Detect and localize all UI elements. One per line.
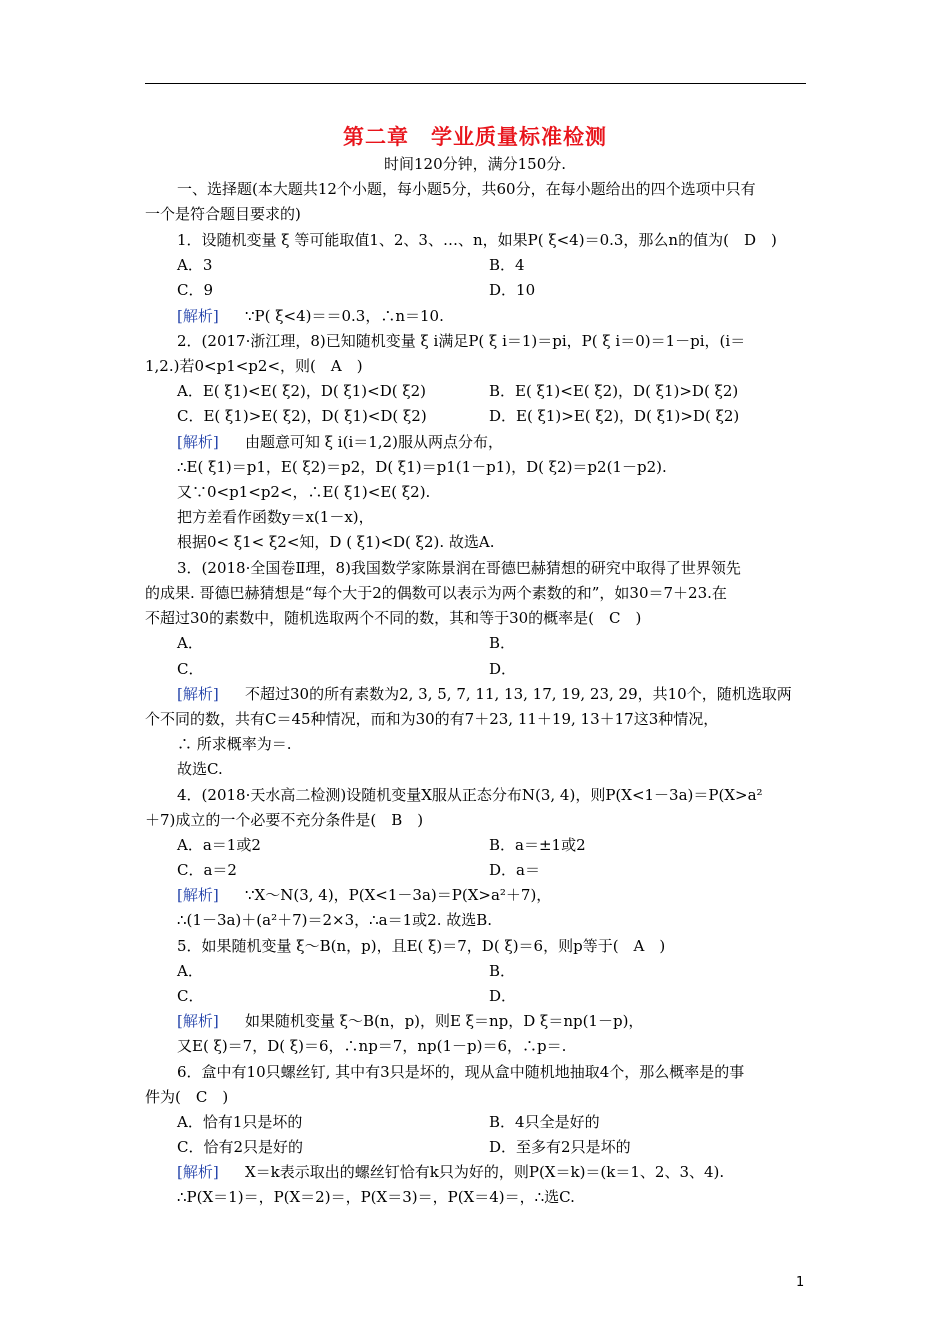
section-intro-line2: 一个是符合题目要求的)	[145, 205, 301, 223]
q1-option-a: A．3	[177, 256, 213, 274]
q4-analysis-line2: ∴(1－3a)＋(a²＋7)＝2×3，∴a＝1或2. 故选B.	[177, 911, 493, 929]
q6-stem-line2: 件为( C )	[145, 1088, 229, 1106]
q1-option-b: B．4	[489, 256, 525, 274]
q4-option-d: D．a＝	[489, 861, 540, 879]
q3-stem-line2: 的成果. 哥德巴赫猜想是“每个大于2的偶数可以表示为两个素数的和”，如30＝7＋23.在	[145, 584, 727, 602]
q5-analysis-line2: 又E( ξ)＝7，D( ξ)＝6，∴np＝7，np(1－p)＝6，∴p＝.	[177, 1037, 567, 1055]
q5-option-a: A．	[177, 962, 203, 980]
q6-option-d: D．至多有2只是坏的	[489, 1138, 631, 1156]
q3-option-d: D．	[489, 660, 517, 678]
q1-option-c: C．9	[177, 281, 214, 299]
q4-analysis-tag: [解析]	[177, 886, 219, 904]
page-subtitle: 时间120分钟，满分150分.	[383, 155, 567, 173]
section-intro-line1: 一、选择题(本大题共12个小题，每小题5分，共60分，在每小题给出的四个选项中只有	[177, 180, 756, 198]
q1-option-d: D．10	[489, 281, 536, 299]
q2-analysis-tag: [解析]	[177, 433, 219, 451]
q4-option-c: C．a＝2	[177, 861, 237, 879]
q5-option-b: B．	[489, 962, 516, 980]
q5-stem: 5．如果随机变量 ξ～B(n，p)，且E( ξ)＝7，D( ξ)＝6，则p等于( A )	[177, 937, 666, 955]
page-title: 第二章 学业质量标准检测	[343, 125, 607, 149]
q2-analysis: 由题意可知 ξ i(i＝1,2)服从两点分布，	[245, 433, 503, 451]
q2-stem-line2: 1,2.)若0<p1<p2<，则( A )	[145, 357, 363, 375]
q6-option-c: C．恰有2只是好的	[177, 1138, 304, 1156]
q1-analysis-tag: [解析]	[177, 307, 219, 325]
q4-stem-line2: ＋7)成立的一个必要不充分条件是( B )	[145, 811, 424, 829]
q5-option-d: D．	[489, 987, 517, 1005]
q4-stem-line1: 4．(2018·天水高二检测)设随机变量X服从正态分布N(3, 4)，则P(X<1－3a)＝P(X>a²	[177, 786, 763, 804]
q3-stem-line3: 不超过30的素数中，随机选取两个不同的数，其和等于30的概率是( C )	[145, 609, 642, 627]
q6-analysis: X＝k表示取出的螺丝钉恰有k只为好的，则P(X＝k)＝(k＝1、2、3、4).	[245, 1163, 725, 1181]
page-number: 1	[796, 1275, 805, 1290]
q1-analysis: ∵P( ξ<4)＝＝0.3，∴n＝10.	[245, 307, 444, 325]
q3-analysis-line3: ∴ 所求概率为＝.	[177, 735, 292, 753]
q2-analysis-line5: 根据0< ξ1< ξ2<知，D ( ξ1)<D( ξ2). 故选A.	[177, 533, 495, 551]
q2-analysis-line4: 把方差看作函数y＝x(1－x)，	[177, 508, 374, 526]
header-rule	[145, 83, 806, 84]
q3-analysis: 不超过30的所有素数为2, 3, 5, 7, 11, 13, 17, 19, 23, 29，共10个，随机选取两	[245, 685, 792, 703]
q2-option-d: D．E( ξ1)>E( ξ2)，D( ξ1)>D( ξ2)	[489, 407, 740, 425]
q2-option-c: C．E( ξ1)>E( ξ2)，D( ξ1)<D( ξ2)	[177, 407, 427, 425]
q1-stem: 1．设随机变量 ξ 等可能取值1、2、3、…、n，如果P( ξ<4)＝0.3，那么n的值为( D )	[177, 231, 777, 249]
q2-analysis-line3: 又∵0<p1<p2<，∴E( ξ1)<E( ξ2).	[177, 483, 431, 501]
q3-analysis-line2: 个不同的数，共有C＝45种情况，而和为30的有7＋23, 11＋19, 13＋17这3种情况，	[145, 710, 719, 728]
q3-option-b: B．	[489, 634, 516, 652]
q6-stem-line1: 6．盒中有10只螺丝钉, 其中有3只是坏的，现从盒中随机地抽取4个，那么概率是的事	[177, 1063, 745, 1081]
q3-analysis-tag: [解析]	[177, 685, 219, 703]
q6-analysis-line2: ∴P(X＝1)＝，P(X＝2)＝，P(X＝3)＝，P(X＝4)＝，∴选C.	[177, 1188, 575, 1206]
q5-analysis: 如果随机变量 ξ～B(n，p)，则E ξ＝np，D ξ＝np(1－p)，	[245, 1012, 644, 1030]
q3-option-c: C．	[177, 660, 204, 678]
q4-option-a: A．a＝1或2	[177, 836, 261, 854]
q3-option-a: A．	[177, 634, 203, 652]
q5-analysis-tag: [解析]	[177, 1012, 219, 1030]
q6-option-a: A．恰有1只是坏的	[177, 1113, 303, 1131]
q2-option-b: B．E( ξ1)<E( ξ2)，D( ξ1)>D( ξ2)	[489, 382, 739, 400]
q6-option-b: B．4只全是好的	[489, 1113, 600, 1131]
q4-option-b: B．a＝±1或2	[489, 836, 586, 854]
q3-stem-line1: 3．(2018·全国卷Ⅱ理，8)我国数学家陈景润在哥德巴赫猜想的研究中取得了世界领先	[177, 559, 741, 577]
q2-stem-line1: 2．(2017·浙江理，8)已知随机变量 ξ i满足P( ξ i＝1)＝pi，P( ξ i＝0)＝1－pi，(i＝	[177, 332, 746, 350]
q3-analysis-line4: 故选C.	[177, 760, 223, 778]
q5-option-c: C．	[177, 987, 204, 1005]
q6-analysis-tag: [解析]	[177, 1163, 219, 1181]
q2-analysis-line2: ∴E( ξ1)＝p1，E( ξ2)＝p2，D( ξ1)＝p1(1－p1)，D( ξ2)＝p2(1－p2).	[177, 458, 667, 476]
q4-analysis: ∵X～N(3, 4)，P(X<1－3a)＝P(X>a²＋7)，	[245, 886, 552, 904]
q2-option-a: A．E( ξ1)<E( ξ2)，D( ξ1)<D( ξ2)	[177, 382, 427, 400]
